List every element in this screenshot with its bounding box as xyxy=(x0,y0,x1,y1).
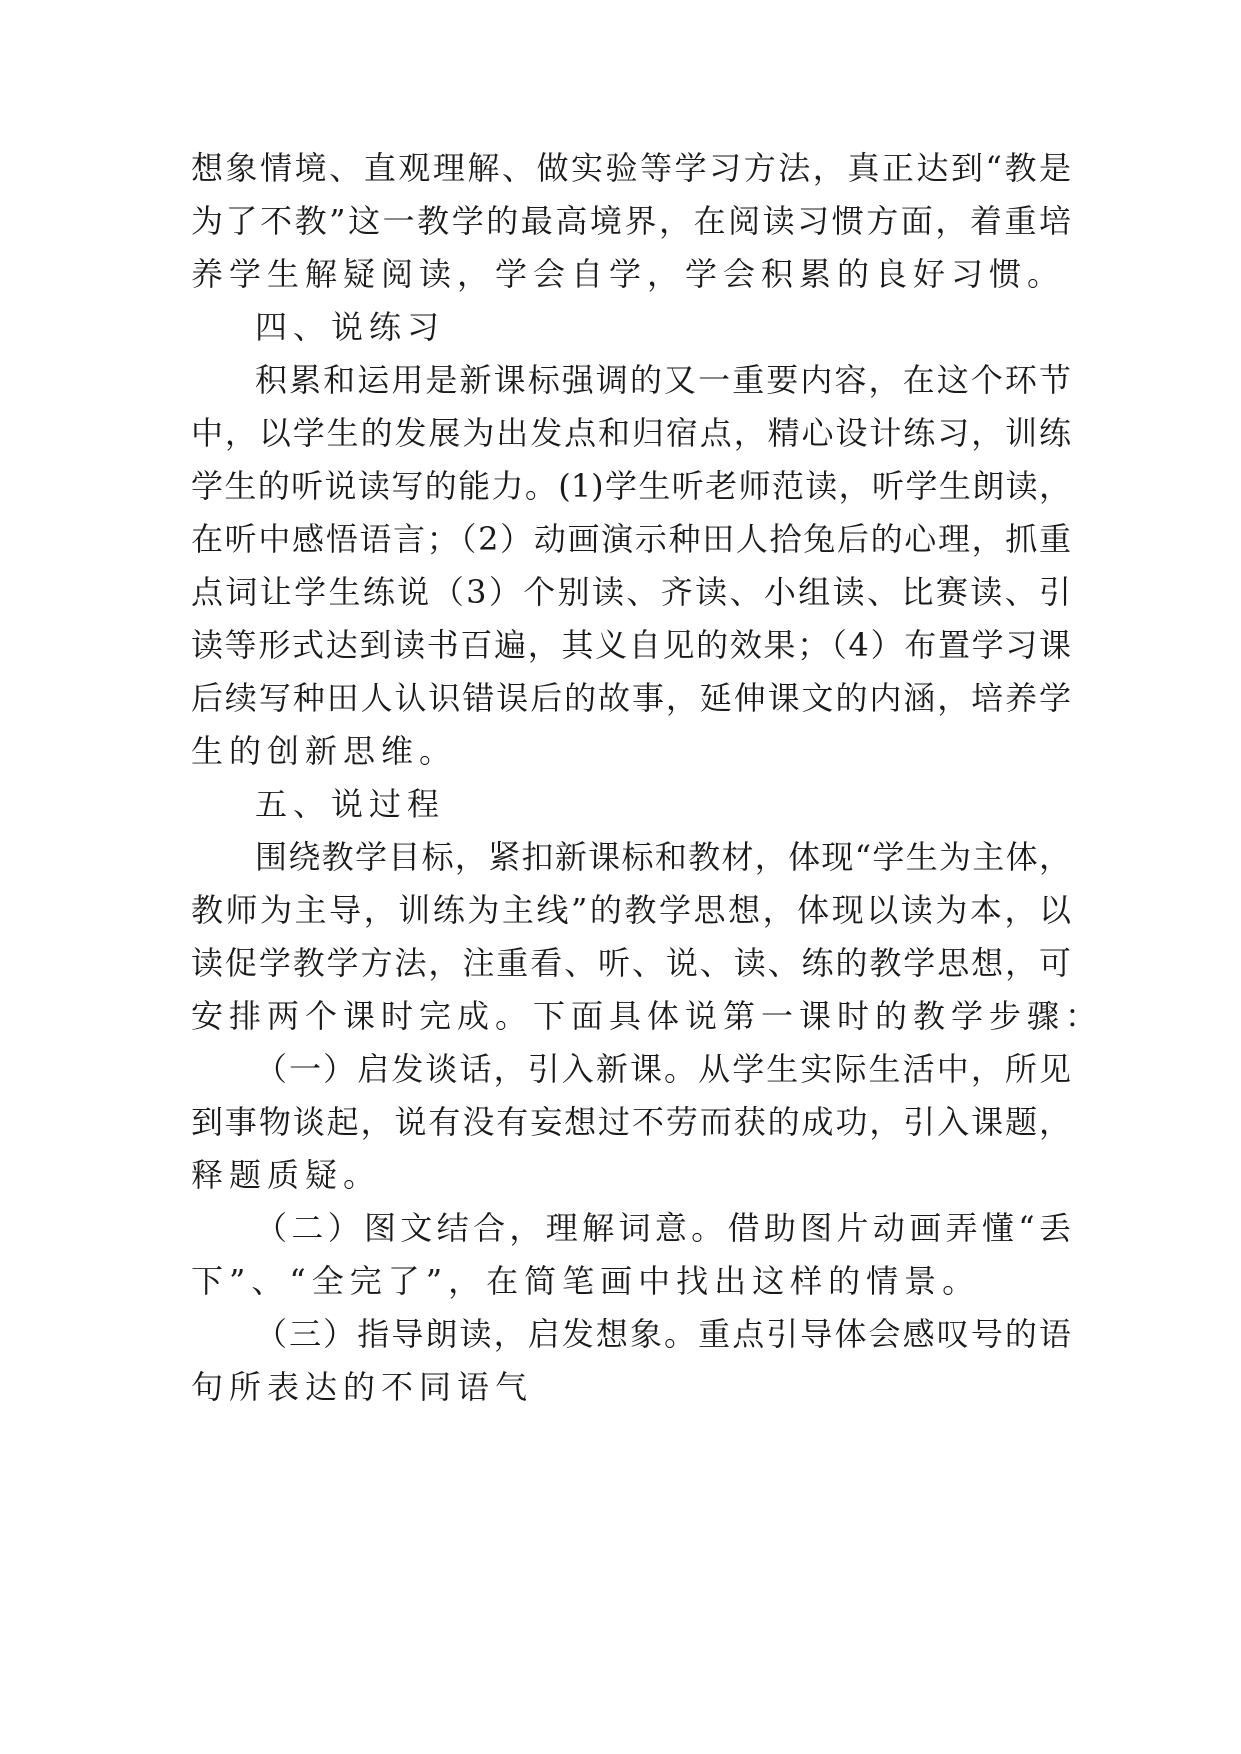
body-line: 教师为主导，训练为主线”的教学思想，体现以读为本，以 xyxy=(191,891,1071,929)
body-line: 读等形式达到读书百遍，其义自见的效果；（4）布置学习课 xyxy=(191,626,1071,664)
body-line: 到事物谈起，说有没有妄想过不劳而获的成功，引入课题， xyxy=(191,1103,1071,1141)
body-line: （二）图文结合，理解词意。借助图片动画弄懂“丢 xyxy=(255,1209,1071,1247)
body-line: 点词让学生练说（3）个别读、齐读、小组读、比赛读、引 xyxy=(191,573,1071,611)
body-line: 想象情境、直观理解、做实验等学习方法，真正达到“教是 xyxy=(191,149,1071,187)
body-line: 下”、“全完了”，在简笔画中找出这样的情景。 xyxy=(191,1262,981,1300)
body-line: 生的创新思维。 xyxy=(191,732,458,770)
body-line: 释题质疑。 xyxy=(191,1156,382,1194)
body-line: 后续写种田人认识错误后的故事，延伸课文的内涵，培养学 xyxy=(191,679,1071,717)
body-line: 学生的听说读写的能力。(1)学生听老师范读，听学生朗读， xyxy=(191,467,1071,505)
body-line: 安排两个课时完成。下面具体说第一课时的教学步骤： xyxy=(191,997,1104,1035)
section-heading: 四、说练习 xyxy=(255,308,446,346)
body-line: 为了不教”这一教学的最高境界，在阅读习惯方面，着重培 xyxy=(191,202,1071,240)
body-line: （三）指导朗读，启发想象。重点引导体会感叹号的语 xyxy=(255,1315,1071,1353)
body-line: 围绕教学目标，紧扣新课标和教材，体现“学生为主体， xyxy=(255,838,1071,876)
body-line: 读促学教学方法，注重看、听、说、读、练的教学思想，可 xyxy=(191,944,1071,982)
body-line: 积累和运用是新课标强调的又一重要内容，在这个环节 xyxy=(255,361,1071,399)
body-line: 养学生解疑阅读，学会自学，学会积累的良好习惯。 xyxy=(191,255,1066,293)
body-line: 在听中感悟语言；（2）动画演示种田人拾兔后的心理，抓重 xyxy=(191,520,1071,558)
body-line: （一）启发谈话，引入新课。从学生实际生活中，所见 xyxy=(255,1050,1071,1088)
body-line: 中，以学生的发展为出发点和归宿点，精心设计练习，训练 xyxy=(191,414,1071,452)
body-line: 句所表达的不同语气 xyxy=(191,1368,534,1406)
section-heading: 五、说过程 xyxy=(255,785,446,823)
